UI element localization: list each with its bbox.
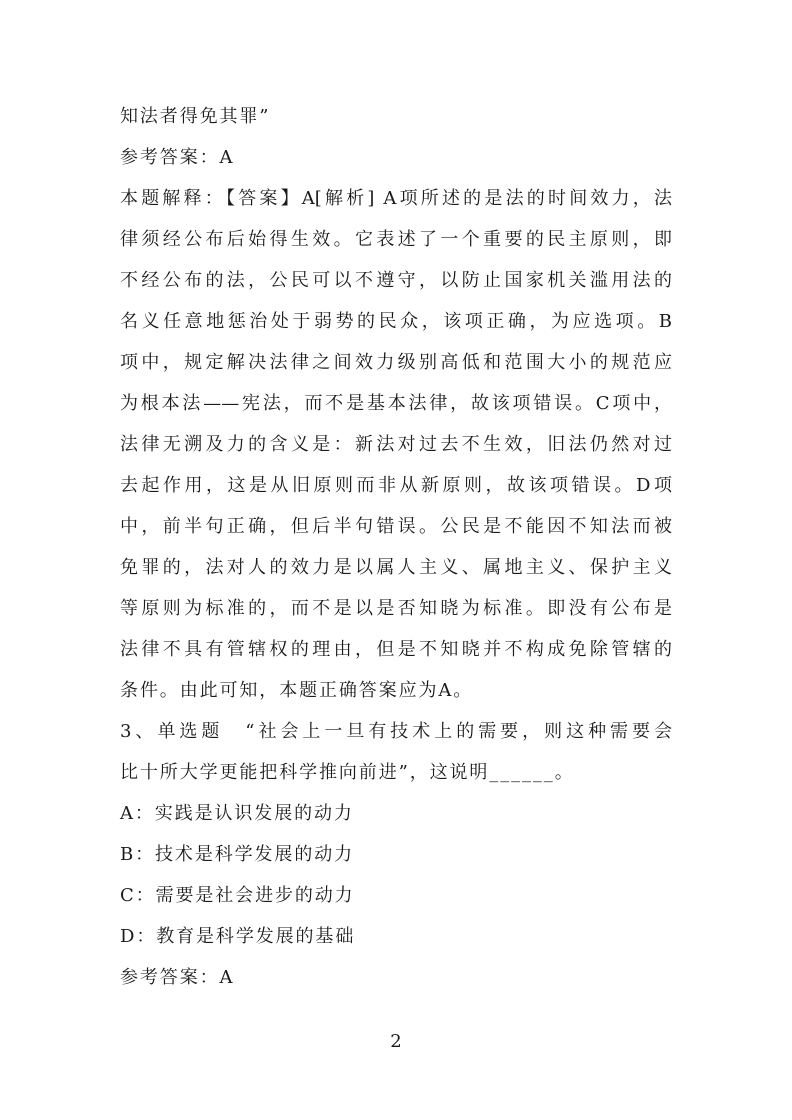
option-c: C：需要是社会进步的动力 — [120, 885, 355, 906]
explanation-line: 免罪的，法对人的效力是以属人主义、属地主义、保护主义 — [120, 557, 672, 578]
text-line: 知法者得免其罪” — [120, 106, 271, 127]
question-line: 3、单选题 “社会上一旦有技术上的需要，则这种需要会 — [120, 721, 672, 742]
explanation-line: 项中，规定解决法律之间效力级别高低和范围大小的规范应 — [120, 352, 672, 373]
option-a: A：实践是认识发展的动力 — [120, 803, 354, 824]
page-number: 2 — [390, 1031, 402, 1052]
explanation-line: 中，前半句正确，但后半句错误。公民是不能因不知法而被 — [120, 516, 672, 537]
explanation-line: 本题解释：【答案】A[解析] A项所述的是法的时间效力，法 — [120, 188, 672, 209]
answer-line: 参考答案：A — [120, 967, 235, 988]
explanation-line: 法律不具有管辖权的理由，但是不知晓并不构成免除管辖的 — [120, 639, 672, 660]
explanation-line: 法律无溯及力的含义是：新法对过去不生效，旧法仍然对过 — [120, 434, 672, 455]
explanation-line: 为根本法——宪法，而不是基本法律，故该项错误。C项中， — [120, 393, 672, 414]
explanation-line: 不经公布的法，公民可以不遵守，以防止国家机关滥用法的 — [120, 270, 672, 291]
document-body — [120, 96, 672, 998]
option-b: B：技术是科学发展的动力 — [120, 844, 355, 865]
explanation-line: 律须经公布后始得生效。它表述了一个重要的民主原则，即 — [120, 229, 672, 250]
question-line: 比十所大学更能把科学推向前进”，这说明______。 — [120, 762, 575, 783]
option-d: D：教育是科学发展的基础 — [120, 926, 356, 947]
answer-line: 参考答案：A — [120, 147, 235, 168]
explanation-line: 条件。由此可知，本题正确答案应为A。 — [120, 680, 474, 701]
explanation-line: 等原则为标准的，而不是以是否知晓为标准。即没有公布是 — [120, 598, 672, 619]
explanation-line: 去起作用，这是从旧原则而非从新原则，故该项错误。D项 — [120, 475, 672, 496]
explanation-line: 名义任意地惩治处于弱势的民众，该项正确，为应选项。B — [120, 311, 672, 332]
